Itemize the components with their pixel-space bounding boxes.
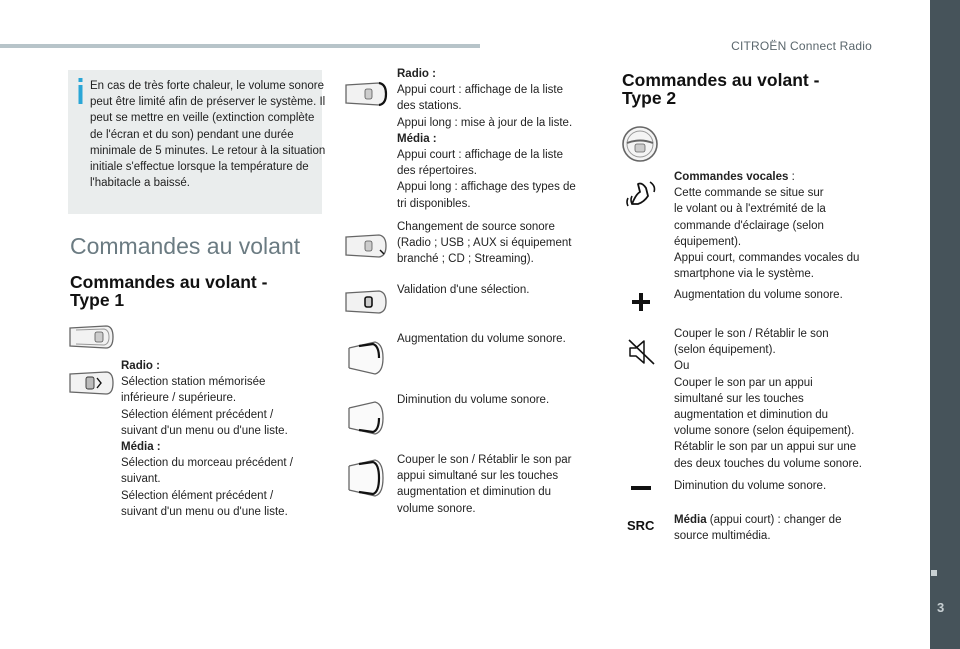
middle-radio-line: Appui long : mise à jour de la liste.: [397, 116, 573, 129]
middle-vol-down: Diminution du volume sonore.: [397, 394, 550, 406]
page-edge-band: [930, 0, 960, 649]
middle-source-desc: [397, 219, 592, 268]
type2-mute-line: Rétablir le son par un appui sur une: [674, 441, 857, 454]
type2-voice-heading: [674, 169, 884, 185]
stalk-source-icon: [343, 232, 389, 260]
middle-media-line: Appui court : affichage de la liste: [397, 149, 564, 162]
type1-radio-line: Sélection station mémorisée: [121, 376, 266, 389]
type2-mute-line: volume sonore (selon équipement).: [674, 425, 855, 438]
type2-mute-line: des deux touches du volume sonore.: [674, 457, 862, 470]
middle-mute-line: Couper le son / Rétablir le son par: [397, 454, 572, 466]
header-rule: [0, 44, 480, 48]
steering-wheel-icon: [620, 124, 660, 164]
type2-mute-line: (selon équipement).: [674, 344, 776, 357]
type2-voice-line: équipement).: [674, 235, 742, 248]
middle-media-label: Média :: [397, 132, 437, 145]
plus-icon: [631, 292, 651, 312]
middle-media-line: Appui long : affichage des types de: [397, 181, 576, 194]
middle-source-line: (Radio ; USB ; AUX si équipement: [397, 237, 572, 250]
mute-stalk-icon: [345, 456, 385, 500]
middle-mute-line: augmentation et diminution du: [397, 486, 552, 499]
type2-media-label: Média: [674, 514, 707, 526]
volume-up-stalk-icon: [345, 338, 385, 378]
type2-mute-line: Couper le son par un appui: [674, 376, 813, 389]
middle-source-line: branché ; CD ; Streaming).: [397, 253, 534, 266]
type2-voice-label: Commandes vocales: [674, 171, 789, 183]
type1-media-line: suivant.: [121, 473, 161, 486]
type2-voice-line: smartphone via le système.: [674, 268, 814, 281]
type1-title-line2: Type 1: [70, 290, 125, 310]
type1-radio-line: Sélection élément précédent /: [121, 408, 274, 421]
type2-voice-desc: [674, 169, 884, 282]
type1-media-label: Média :: [121, 441, 161, 454]
type2-title-line1: Commandes au volant -: [622, 70, 820, 90]
type2-voice-line: le volant ou à l'extrémité de la: [674, 203, 826, 216]
page-number: 3: [937, 600, 945, 615]
type2-mute-line: augmentation et diminution du: [674, 409, 829, 422]
type1-title-line1: Commandes au volant -: [70, 272, 268, 292]
type1-title: [70, 273, 310, 309]
stalk-overview-icon: [66, 322, 116, 352]
type2-voice-line: Appui court, commandes vocales du: [674, 252, 860, 265]
volume-down-stalk-icon: [345, 398, 385, 438]
continue-marker: [931, 570, 937, 576]
type2-title: [622, 71, 862, 107]
type2-media-suffix: (appui court) : changer de: [706, 514, 842, 526]
type2-voice-suffix: :: [788, 171, 795, 183]
middle-mute-line: appui simultané sur les touches: [397, 470, 559, 483]
type2-media-heading: [674, 512, 884, 528]
middle-source-line: Changement de source sonore: [397, 221, 555, 233]
middle-media-line: tri disponibles.: [397, 197, 471, 210]
middle-radio-line: des stations.: [397, 100, 462, 113]
type1-media-line: Sélection élément précédent /: [121, 489, 274, 502]
type2-voice-line: commande d'éclairage (selon: [674, 219, 824, 232]
type2-mute-desc: [674, 326, 884, 472]
type1-radio-desc: [121, 358, 321, 520]
info-icon: [78, 78, 84, 104]
stalk-validate-icon: [343, 288, 389, 316]
type1-media-line: suivant d'un menu ou d'une liste.: [121, 505, 288, 518]
middle-mute-desc: [397, 452, 592, 517]
type2-vol-up: Augmentation du volume sonore.: [674, 289, 843, 301]
type2-media-desc: [674, 512, 884, 544]
middle-mute-line: volume sonore.: [397, 502, 476, 515]
type2-mute-line: simultané sur les touches: [674, 392, 804, 405]
info-box: [68, 70, 326, 214]
type1-media-line: Sélection du morceau précédent /: [121, 457, 293, 470]
type2-media-line: source multimédia.: [674, 530, 771, 543]
voice-command-icon: [624, 178, 660, 208]
middle-media-line: des répertoires.: [397, 165, 477, 178]
middle-radio-line: Appui court : affichage de la liste: [397, 84, 564, 97]
info-text: En cas de très forte chaleur, le volume sonore peut être limité afin de préserver le système. Il peut se mettre en veille (extinction complète de l'écran et du son) pendant une durée minimale de 5 minutes. Le retour à la situation initiale s'effectue lorsque la température de l'habitacle a baissé.: [90, 80, 326, 190]
src-icon: SRC: [627, 518, 655, 533]
middle-validation: Validation d'une sélection.: [397, 284, 530, 296]
type1-radio-label: Radio :: [121, 360, 160, 372]
minus-icon: [631, 486, 651, 492]
type2-mute-line: Ou: [674, 360, 690, 373]
middle-radio-label: Radio :: [397, 68, 436, 80]
type2-title-line2: Type 2: [622, 88, 677, 108]
mute-speaker-icon: [627, 338, 657, 366]
stalk-thumbwheel-icon: [66, 368, 116, 398]
type2-voice-line: Cette commande se situe sur: [674, 187, 824, 200]
type2-vol-down: Diminution du volume sonore.: [674, 480, 827, 492]
middle-vol-up: Augmentation du volume sonore.: [397, 333, 566, 345]
header-title: CITROËN Connect Radio: [731, 39, 872, 53]
stalk-end-press-icon: [343, 80, 389, 108]
type1-radio-line: suivant d'un menu ou d'une liste.: [121, 424, 288, 437]
middle-radio-media-desc: [397, 66, 592, 212]
type1-radio-line: inférieure / supérieure.: [121, 392, 237, 405]
section-title: Commandes au volant: [70, 233, 301, 259]
type2-mute-line: Couper le son / Rétablir le son: [674, 328, 829, 340]
